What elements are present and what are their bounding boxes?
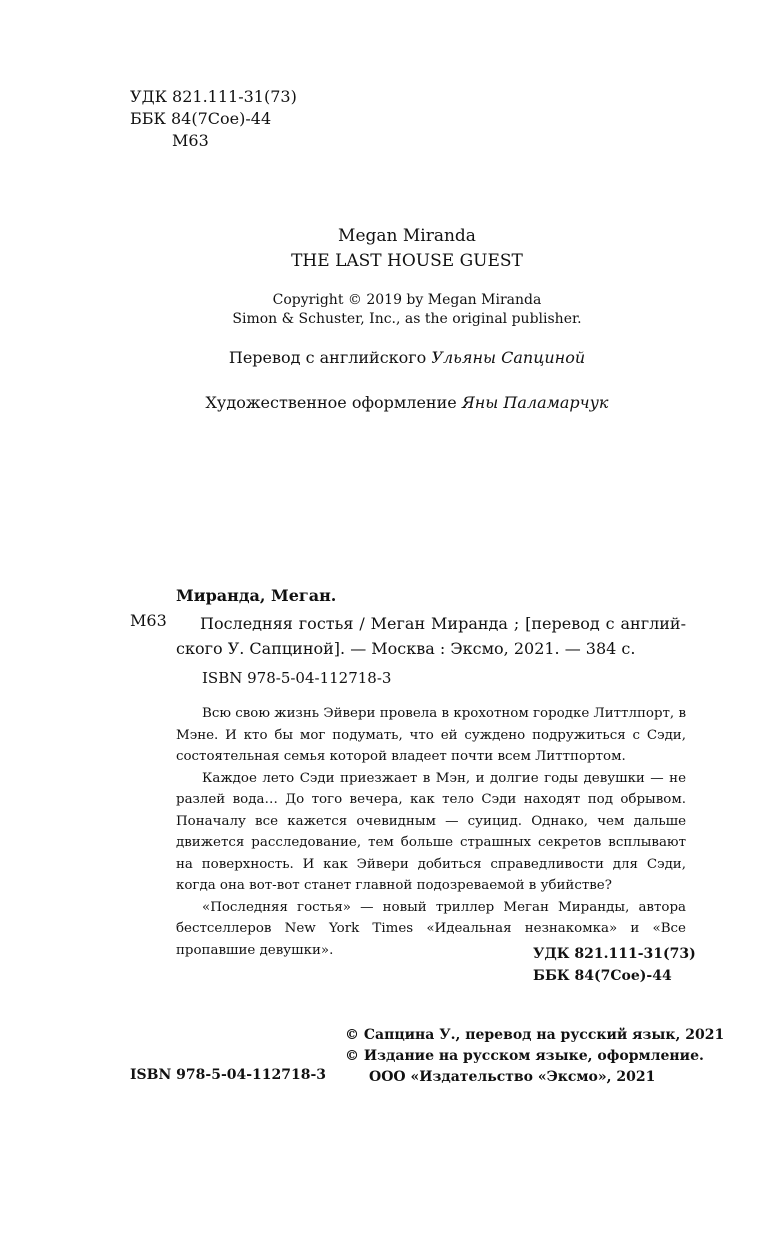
original-title: THE LAST HOUSE GUEST (291, 251, 523, 271)
copyright-translation: © Сапцина У., перевод на русский язык, 2021 (345, 1027, 725, 1043)
bbk-code: ББК 84(7Сое)-44 (130, 109, 272, 128)
bottom-copyrights (345, 1025, 724, 1088)
bbk-code-right: ББК 84(7Сое)-44 (533, 968, 672, 984)
annotation-paragraph-1: Всю свою жизнь Эйвери провела в крохотном городке Литтлпорт, в Мэне. И кто бы мог подумать, что ей суждено подружиться с Сэди, состоятельная семья которой владеет почти всем Литтпортом. (176, 706, 686, 764)
copyright-line-2: Simon & Schuster, Inc., as the original publisher. (232, 311, 582, 327)
bibliography-sign: М63 (130, 611, 167, 630)
annotation (176, 703, 686, 961)
annotation-paragraph-3: «Последняя гостья» — новый триллер Меган Миранды, автора бестселлеров New York Times «Идеальная незнакомка» и «Все пропавшие девушки». (176, 899, 686, 958)
udk-code: УДК 821.111-31(73) (130, 87, 297, 106)
classification-codes (130, 86, 297, 152)
bibliography-description-text: Последняя гостья / Меган Миранда ; [перевод с англий-ского У. Сапциной]. — Москва : Эксмо, 2021. — 384 с. (176, 614, 686, 658)
translator-credit (0, 348, 768, 367)
artist-name: Яны Паламарчук (461, 393, 609, 412)
bibliography-description (176, 611, 686, 661)
copyright-line-1: Copyright © 2019 by Megan Miranda (272, 292, 542, 308)
artist-prefix: Художественное оформление (205, 393, 462, 412)
bibliography-author: Миранда, Меган. (176, 586, 337, 605)
annotation-paragraph-2: Каждое лето Сэди приезжает в Мэн, и долгие годы девушки — не разлей вода… До того вечера, как тело Сэди находят под обрывом. Поначалу все кажется очевидным — суицид. Однако, чем дальше движется расследование, тем больше страшных секретов всплывают на поверхность. И как Эйвери добиться справедливости для Сэди, когда она вот-вот станет главной подозреваемой в убийстве? (176, 770, 686, 893)
author-sign: М63 (172, 131, 209, 150)
copyright-edition: © Издание на русском языке, оформление. (345, 1048, 704, 1064)
bottom-isbn: ISBN 978-5-04-112718-3 (130, 1067, 327, 1083)
translator-name: Ульяны Сапциной (431, 348, 586, 367)
bibliography-isbn: ISBN 978-5-04-112718-3 (202, 669, 392, 687)
original-copyright (0, 291, 768, 329)
translator-prefix: Перевод с английского (228, 348, 432, 367)
original-author: Megan Miranda (338, 226, 476, 246)
classification-codes-right (533, 943, 696, 987)
udk-code-right: УДК 821.111-31(73) (533, 946, 696, 962)
artist-credit (0, 393, 768, 412)
copyright-publisher: ООО «Издательство «Эксмо», 2021 (369, 1069, 656, 1085)
